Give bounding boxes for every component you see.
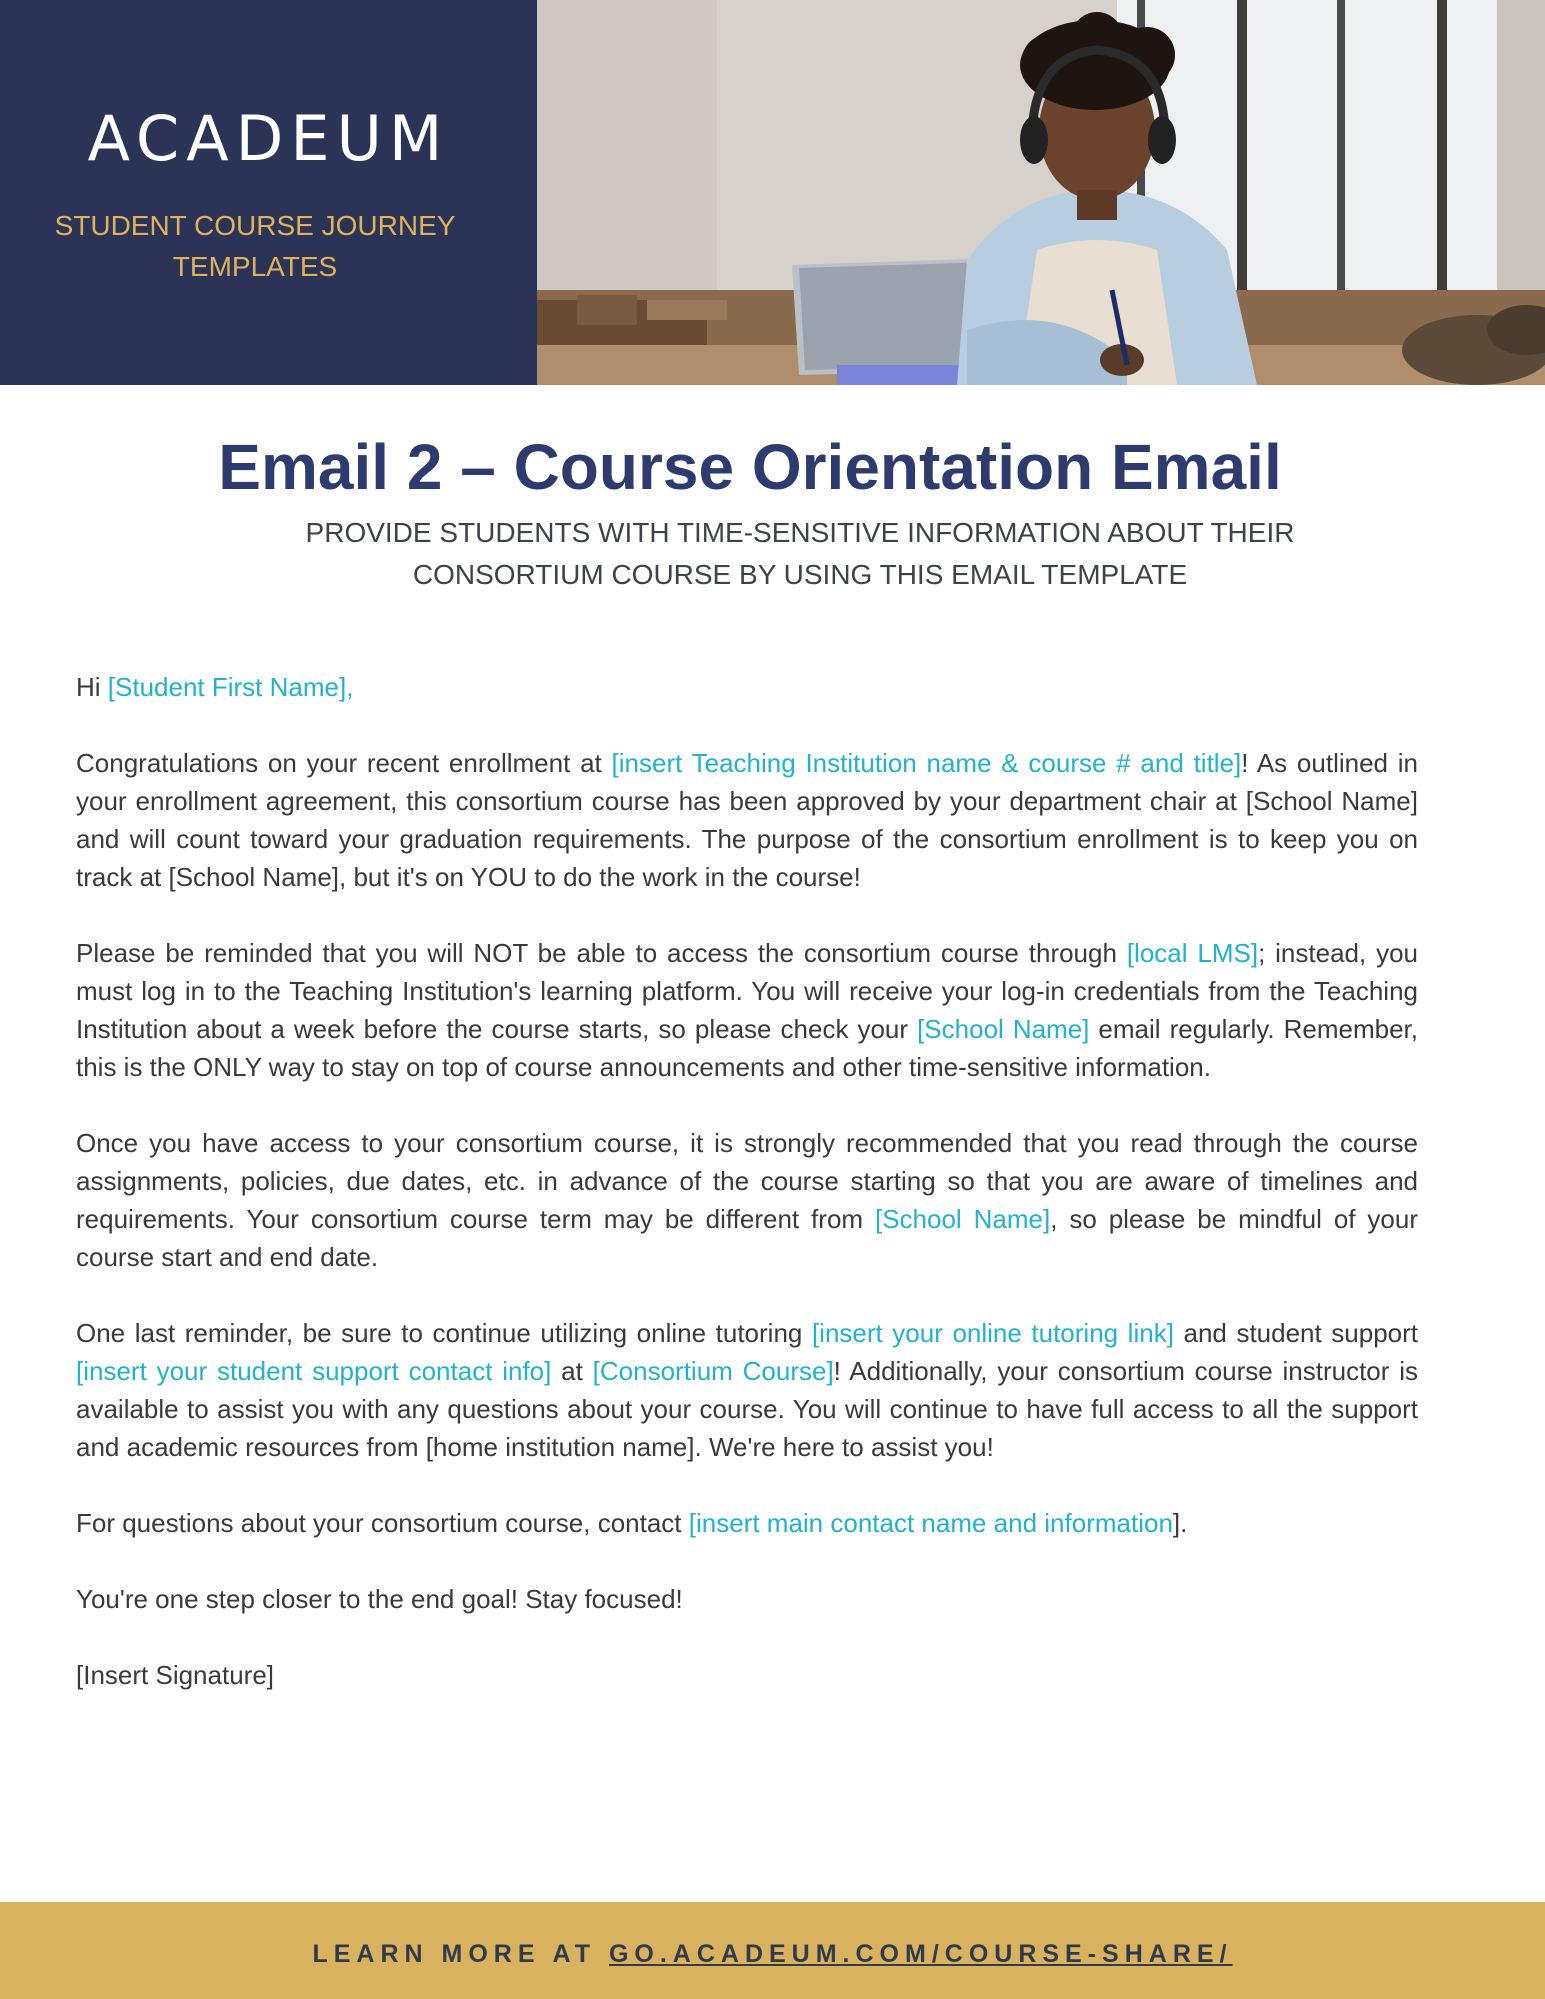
paragraph-text: and student support — [1173, 1318, 1419, 1348]
footer-link[interactable]: GO.ACADEUM.COM/COURSE-SHARE/ — [608, 1940, 1233, 1968]
header-subtitle-line1: STUDENT COURSE JOURNEY — [54, 210, 456, 241]
paragraph-text: ! Additionally, your consortium course instructor is available to assist you with any questions about your course. You will continue to have full access to all the support and academic resources from [home institution name]. We're here to assist you! — [76, 1356, 1418, 1462]
paragraph-text: One last reminder, be sure to continue utilizing online tutoring — [76, 1318, 812, 1348]
student-photo-illustration — [537, 0, 1545, 385]
placeholder-school-name: [School Name] — [874, 1204, 1051, 1234]
placeholder-school-name: [School Name] — [917, 1014, 1090, 1044]
placeholder-signature: [Insert Signature] — [76, 1660, 274, 1690]
placeholder-student-first-name: [Student First Name], — [107, 672, 354, 702]
paragraph-text: ! As outlined in your enrollment agreement, this consortium course has been approved by your department chair at [School Name] and will count toward your graduation requirements. The purpose of the consortium enrollment is to keep you on track at [School Name], but it's on YOU to do the work in the course! — [76, 748, 1418, 892]
header-banner — [0, 0, 1545, 385]
footer-prefix: LEARN MORE AT — [312, 1940, 609, 1968]
paragraph-text: Once you have access to your consortium course, it is strongly recommended that you read through the course assignments, policies, due dates, etc. in advance of the course starting so that you are aware of timelines and requirements. Your consortium course term may be different from — [76, 1128, 1418, 1234]
paragraph-support-reminder — [76, 1314, 1418, 1466]
paragraph-course-access — [76, 1124, 1418, 1276]
footer-text — [0, 1940, 1545, 1969]
paragraph-congratulations — [76, 744, 1418, 896]
email-template-body — [76, 668, 1418, 1732]
paragraph-closing: You're one step closer to the end goal! Stay focused! — [76, 1584, 683, 1614]
placeholder-main-contact: [insert main contact name and information — [688, 1508, 1173, 1538]
paragraph-text: email regularly. Remember, this is the ONLY way to stay on top of course announcements and other time-sensitive information. — [76, 1014, 1418, 1082]
page-subtitle-line2: CONSORTIUM COURSE BY USING THIS EMAIL TEMPLATE — [412, 559, 1188, 590]
header-subtitle-line2: TEMPLATES — [172, 251, 338, 282]
paragraph-text: at — [551, 1356, 593, 1386]
paragraph-lms-reminder — [76, 934, 1418, 1086]
placeholder-tutoring-link: [insert your online tutoring link] — [811, 1318, 1174, 1348]
paragraph-text: Congratulations on your recent enrollment at — [76, 748, 612, 778]
placeholder-local-lms: [local LMS] — [1126, 938, 1259, 968]
greeting — [76, 668, 1418, 706]
page-subtitle-line1: PROVIDE STUDENTS WITH TIME-SENSITIVE INFORMATION ABOUT THEIR — [305, 517, 1295, 548]
placeholder-student-support: [insert your student support contact info] — [76, 1356, 552, 1386]
brand-panel — [0, 0, 537, 385]
brand-logo: ACADEUM — [87, 102, 450, 175]
greeting-text: Hi — [76, 672, 108, 702]
placeholder-consortium-course: [Consortium Course] — [592, 1356, 834, 1386]
footer-bar — [0, 1902, 1545, 1999]
placeholder-teaching-institution: [insert Teaching Institution name & course # and title] — [611, 748, 1242, 778]
paragraph-text: For questions about your consortium course, contact — [76, 1508, 689, 1538]
paragraph-text: Please be reminded that you will NOT be able to access the consortium course through — [76, 938, 1127, 968]
paragraph-text: , so please be mindful of your course start and end date. — [76, 1204, 1418, 1272]
paragraph-text: ]. — [1172, 1508, 1188, 1538]
student-photo — [537, 0, 1545, 385]
paragraph-text: ; instead, you must log in to the Teaching Institution's learning platform. You will receive your log-in credentials from the Teaching Institution about a week before the course starts, so please check your — [76, 938, 1419, 1044]
paragraph-contact — [76, 1504, 1418, 1542]
page-title: Email 2 – Course Orientation Email — [218, 431, 1282, 503]
header-subtitle — [30, 205, 480, 287]
page-subtitle — [200, 512, 1400, 596]
